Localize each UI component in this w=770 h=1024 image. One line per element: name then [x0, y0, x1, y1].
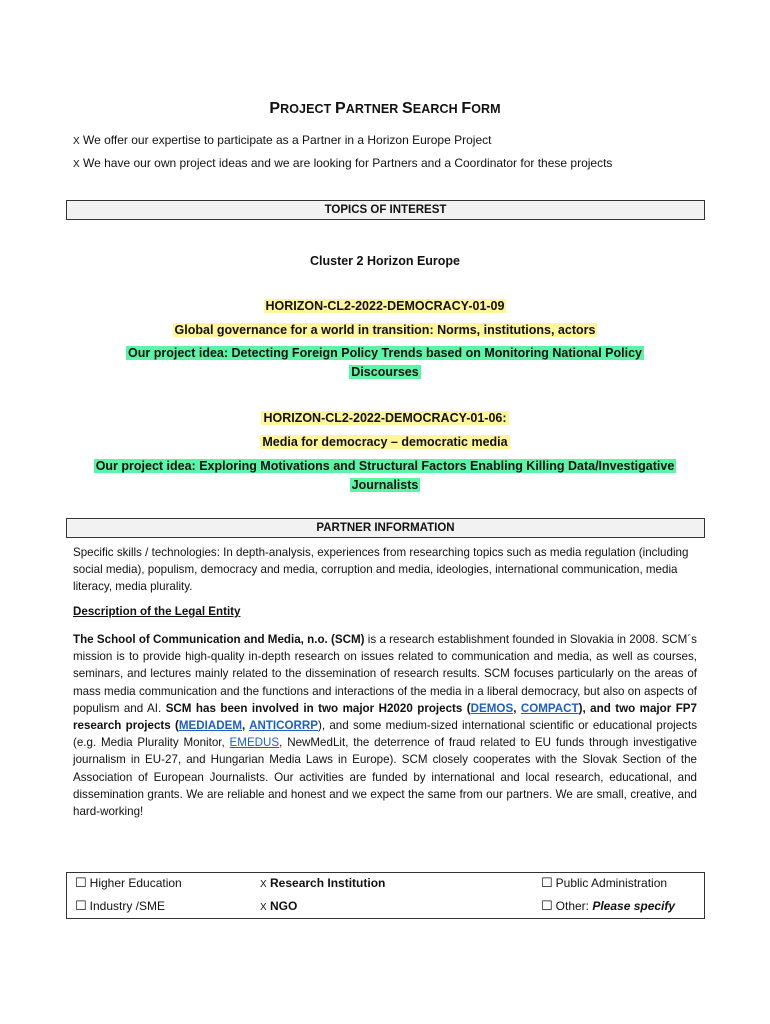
x-mark: X — [260, 902, 267, 913]
link-emedus[interactable]: EMEDUS — [229, 736, 280, 750]
link-compact[interactable]: COMPACT — [520, 701, 579, 715]
option-research-institution[interactable] — [260, 876, 385, 890]
title-part: ARTNER — [345, 102, 403, 116]
x-mark: X — [260, 879, 267, 890]
partner-header: PARTNER INFORMATION — [66, 518, 705, 538]
checkbox-empty-icon[interactable]: ☐ — [75, 899, 87, 914]
topic-code: HORIZON-CL2-2022-DEMOCRACY-01-06: — [263, 411, 507, 425]
topic1-idea — [0, 346, 770, 360]
intro-option-own-ideas — [73, 156, 612, 170]
intro-text: We offer our expertise to participate as a Partner in a Horizon Europe Project — [83, 133, 492, 147]
legal-entity-heading: Description of the Legal Entity — [73, 605, 241, 618]
checkbox-empty-icon[interactable]: ☐ — [541, 899, 553, 914]
desc-text: ), and some medium-sized international scientific or educational projects (e.g. Media Plurality Monitor, — [73, 719, 698, 750]
title-part: S — [402, 100, 413, 117]
topic1-code — [0, 299, 770, 313]
topic-idea: Our project idea: Detecting Foreign Policy Trends based on Monitoring National Policy — [128, 346, 642, 360]
desc-text: , NewMedLit, the deterrence of fraud related to EU funds through investigative journalism in EU-27, and Hungarian Media Laws in Europe). SCM closely cooperates with the Slovak Section of the Association of European Journalists. Our activities are funded by international and local research, educational, and dissemination grants. We are reliable and honest and we expect the same from our partners. We are small, creative, and hard-working! — [73, 736, 697, 819]
x-mark: X — [73, 136, 80, 147]
link-mediadem[interactable]: MEDIADEM — [178, 719, 242, 733]
org-name: The School of Communication and Media, n.o. (SCM) — [73, 633, 365, 646]
link-demos[interactable]: DEMOS — [470, 701, 514, 715]
option-label: Public Administration — [555, 876, 668, 890]
desc-text: is a research establishment founded in Slovakia in 2008. SCM´s mission is to provide high-quality in-depth research on issues related to communication and media, as well as courses, seminars, and lectures mainly related to the dissemination of research results. SCM focuses particularly on the areas of mass media communication and the functions and interactions of the media in a liberal democracy, but also on aspects of populism and AI. — [73, 633, 697, 715]
option-industry-sme[interactable] — [75, 899, 165, 914]
topic-title: Global governance for a world in transition: Norms, institutions, actors — [174, 323, 596, 337]
option-label: Research Institution — [270, 876, 386, 890]
topic1-title — [0, 323, 770, 337]
option-higher-education[interactable] — [75, 876, 182, 891]
option-label: NGO — [270, 899, 298, 913]
link-anticorrp[interactable]: ANTICORRP — [249, 719, 318, 733]
option-other[interactable] — [541, 899, 675, 914]
topic2-title — [0, 435, 770, 449]
option-public-administration[interactable] — [541, 876, 667, 891]
topic2-idea-cont — [0, 478, 770, 492]
intro-text: We have our own project ideas and we are looking for Partners and a Coordinator for these projects — [83, 156, 613, 170]
topic2-idea — [0, 459, 770, 473]
title-part: ROJECT — [280, 102, 335, 116]
checkbox-empty-icon[interactable]: ☐ — [541, 876, 553, 891]
cluster-title: Cluster 2 Horizon Europe — [309, 254, 461, 268]
checkbox-empty-icon[interactable]: ☐ — [75, 876, 87, 891]
desc-bold: ), and two major FP7 research projects ( — [73, 701, 697, 733]
x-mark: X — [73, 159, 80, 170]
title-part: EARCH — [412, 102, 462, 116]
topics-header: TOPICS OF INTEREST — [66, 200, 705, 220]
option-label: Other: — [555, 899, 593, 913]
intro-option-partner — [73, 133, 491, 147]
desc-bold: , — [242, 719, 250, 733]
option-specify: Please specify — [592, 899, 676, 913]
option-ngo[interactable] — [260, 899, 297, 913]
topic-title: Media for democracy – democratic media — [262, 435, 508, 449]
legal-entity-description — [73, 631, 697, 820]
topic-idea: Journalists — [351, 478, 419, 492]
title-part: F — [461, 100, 472, 117]
organisation-type-table — [66, 872, 705, 919]
page-title — [0, 100, 770, 118]
desc-bold: SCM has been involved in two major H2020 projects ( — [165, 701, 471, 715]
skills-paragraph: Specific skills / technologies: In depth-analysis, experiences from researching topics such as media regulation (including social media), populism, democracy and media, corruption and media, ideologies, international communication, media literacy, media plurality. — [73, 546, 689, 594]
topic-code: HORIZON-CL2-2022-DEMOCRACY-01-09 — [265, 299, 505, 313]
topic2-code — [0, 411, 770, 425]
topic-idea: Our project idea: Exploring Motivations and Structural Factors Enabling Killing Data/Investigative — [95, 459, 675, 473]
desc-bold: , — [513, 701, 521, 715]
topic1-idea-cont — [0, 365, 770, 379]
title-part: P — [269, 100, 281, 117]
title-part: P — [334, 100, 346, 117]
option-label: Industry /SME — [89, 899, 166, 913]
option-label: Higher Education — [89, 876, 182, 890]
title-part: ORM — [471, 102, 501, 116]
topic-idea: Discourses — [351, 365, 419, 379]
